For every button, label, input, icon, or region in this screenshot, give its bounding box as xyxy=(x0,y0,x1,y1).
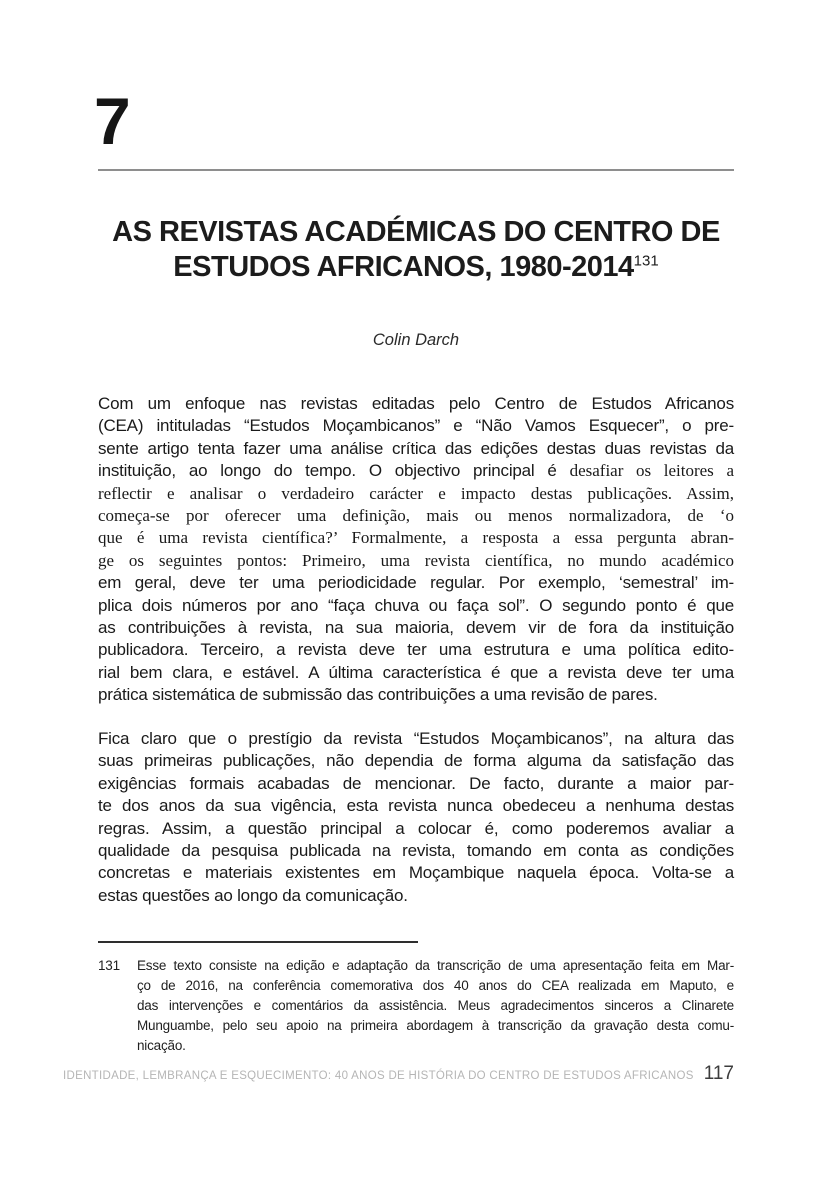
paragraph-line: reflectir e analisar o verdadeiro carácter e impacto destas publicações. Assim, xyxy=(98,483,734,503)
paragraph-line: plica dois números por ano “faça chuva ou faça sol”. O segundo ponto é que xyxy=(98,595,734,615)
footnote-line: Munguambe, pelo seu apoio na primeira abordagem à transcrição da gravação desta comu- xyxy=(137,1018,734,1033)
footnote-reference-superscript: 131 xyxy=(633,252,659,270)
chapter-title-line2: ESTUDOS AFRICANOS, 1980-2014 xyxy=(173,251,634,283)
page-number: 117 xyxy=(703,1063,734,1084)
chapter-title xyxy=(98,215,734,285)
running-title: IDENTIDADE, LEMBRANÇA E ESQUECIMENTO: 40 ANOS DE HISTÓRIA DO CENTRO DE ESTUDOS AFRICANOS xyxy=(63,1070,694,1082)
author-name: Colin Darch xyxy=(372,331,460,349)
footnote-separator-rule xyxy=(98,941,418,943)
footnote-line: das intervenções e comentários da assistência. Meus agradecimentos sinceros a Clinarete xyxy=(137,998,734,1013)
paragraph-line: ge os seguintes pontos: Primeiro, uma revista científica, no mundo académico xyxy=(98,550,734,570)
footnote-line: ço de 2016, na conferência comemorativa dos 40 anos do CEA realizada em Maputo, e xyxy=(137,978,734,993)
paragraph-line: concretas e materiais existentes em Moçambique naquela época. Volta-se a xyxy=(98,863,734,883)
footnote-line: nicação. xyxy=(137,1038,186,1053)
chapter-title-line1: AS REVISTAS ACADÉMICAS DO CENTRO DE xyxy=(112,216,720,248)
paragraph-line: Fica claro que o prestígio da revista “Estudos Moçambicanos”, na altura das xyxy=(98,729,734,748)
chapter-rule-divider xyxy=(98,169,734,171)
chapter-number: 7 xyxy=(94,84,129,158)
paragraph-line: que é uma revista científica?’ Formalmente, a resposta a essa pergunta abran- xyxy=(98,528,734,548)
paragraph-line: começa-se por oferecer uma definição, mais ou menos normalizadora, de ‘o xyxy=(98,505,734,525)
paragraph-line: suas primeiras publicações, não dependia de forma alguma da satisfação das xyxy=(98,751,734,771)
paragraph-line: sente artigo tenta fazer uma análise crítica das edições destas duas revistas da xyxy=(98,438,734,458)
paragraph-line: rial bem clara, e estável. A última característica é que a revista deve ter uma xyxy=(98,662,734,682)
footnote-number: 131 xyxy=(98,958,120,973)
paragraph-line: regras. Assim, a questão principal a colocar é, como poderemos avaliar a xyxy=(98,818,734,838)
paragraph-line: instituição, ao longo do tempo. O objectivo principal é desafiar os leitores a xyxy=(98,461,734,481)
paragraph-line: publicadora. Terceiro, a revista deve ter uma estrutura e uma política edito- xyxy=(98,640,734,660)
paragraph-1 xyxy=(98,393,734,706)
paragraph-line: exigências formais acabadas de mencionar. De facto, durante a maior par- xyxy=(98,773,734,793)
paragraph-line: prática sistemática de submissão das contribuições a uma revisão de pares. xyxy=(98,685,658,705)
paragraph-line: Com um enfoque nas revistas editadas pelo Centro de Estudos Africanos xyxy=(98,394,734,413)
footnote-line: Esse texto consiste na edição e adaptação da transcrição de uma apresentação feita em Mar- xyxy=(137,958,734,973)
paragraph-line: te dos anos da sua vigência, esta revista nunca obedeceu a nenhuma destas xyxy=(98,796,734,816)
paragraph-line: as contribuições à revista, na sua maioria, devem vir de fora da instituição xyxy=(98,617,734,637)
paragraph-line: qualidade da pesquisa publicada na revista, tomando em conta as condições xyxy=(98,840,734,860)
paragraph-line: em geral, deve ter uma periodicidade regular. Por exemplo, ‘semestral’ im- xyxy=(98,573,734,593)
paragraph-line: (CEA) intituladas “Estudos Moçambicanos” e “Não Vamos Esquecer”, o pre- xyxy=(98,416,734,436)
page-footer xyxy=(0,1063,734,1085)
paragraph-line: estas questões ao longo da comunicação. xyxy=(98,885,408,905)
footnote-131 xyxy=(98,956,734,1056)
paragraph-2 xyxy=(98,728,734,907)
footnote-text xyxy=(137,956,734,1056)
